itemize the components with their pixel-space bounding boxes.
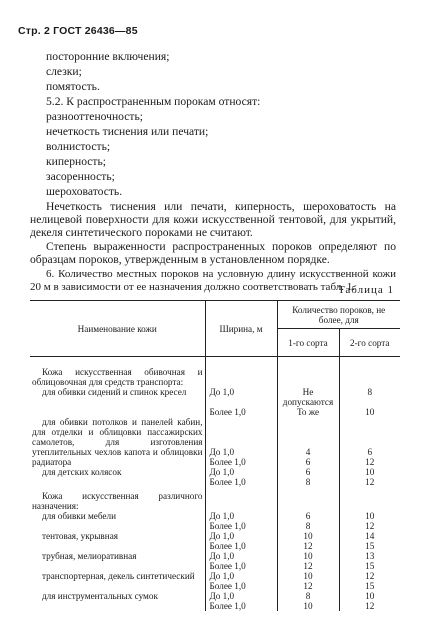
row-grade1: 12 bbox=[277, 561, 339, 571]
defects-table bbox=[30, 300, 400, 611]
row-width: До 1,0 bbox=[205, 511, 277, 521]
row-width: Более 1,0 bbox=[205, 407, 277, 417]
row-grade1: 10 bbox=[277, 601, 339, 611]
text-line: волнистость; bbox=[46, 140, 111, 153]
table-row bbox=[30, 511, 400, 521]
row-grade1: 10 12 bbox=[277, 571, 339, 591]
col-header-name: Наименование кожи bbox=[30, 301, 205, 357]
row-width: Более 1,0 bbox=[205, 561, 277, 571]
row-name bbox=[30, 601, 205, 611]
paragraph: Нечеткость тиснения или печати, киперность, шероховатость на нелицевой поверхности для кожи искусственной тентовой, для укрытий, декеля синтетического пороками не считают. bbox=[30, 200, 396, 239]
row-grade2: 15 bbox=[339, 561, 400, 571]
table-row bbox=[30, 551, 400, 561]
row-name: тентовая, укрывная bbox=[42, 531, 118, 541]
row-grade2 bbox=[339, 367, 400, 387]
row-grade1: То же bbox=[277, 407, 339, 417]
text-line: нечеткость тиснения или печати; bbox=[46, 125, 209, 138]
row-grade2: 12 bbox=[339, 601, 400, 611]
text-line: шероховатость. bbox=[46, 185, 123, 198]
row-grade2: 10 bbox=[339, 511, 400, 521]
table-row bbox=[30, 571, 400, 591]
col-header-count: Количество пороков, не более, для bbox=[277, 301, 400, 329]
row-name: транспортерная, декель синтетический bbox=[42, 571, 195, 581]
row-width: До 1,0 bbox=[205, 387, 277, 407]
row-width bbox=[205, 487, 277, 511]
row-name bbox=[30, 541, 205, 551]
text-line: киперность; bbox=[46, 155, 106, 168]
row-name: для инструментальных сумок bbox=[42, 591, 158, 601]
row-width: До 1,0 bbox=[205, 467, 277, 477]
col-header-width: Ширина, м bbox=[205, 301, 277, 357]
row-grade1: 10 bbox=[277, 551, 339, 561]
text-line: засоренность; bbox=[46, 170, 115, 183]
row-grade1 bbox=[277, 487, 339, 511]
row-grade2: 10 bbox=[339, 591, 400, 601]
row-grade2 bbox=[339, 487, 400, 511]
row-grade1: 12 bbox=[277, 541, 339, 551]
row-name: Кожа искусственная обивочная и облицовочная для средств транспорта: bbox=[32, 367, 203, 387]
row-grade1: 10 bbox=[277, 531, 339, 541]
row-width: До 1,0 bbox=[205, 551, 277, 561]
table-row bbox=[30, 521, 400, 531]
row-name: для обивки сидений и спинок кресел bbox=[42, 387, 187, 397]
row-grade2: 12 bbox=[339, 521, 400, 531]
paragraph: 6. Количество местных пороков на условную длину искусственной кожи 20 м в зависимости от ее назначения должно соответствовать табл. 1. bbox=[30, 268, 396, 293]
row-name: для обивки потолков и панелей кабин, для отделки и облицовки пассажирских самолетов, для изготовления утеплительных чехлов капота и облицовки радиатора bbox=[32, 417, 203, 467]
table-row bbox=[30, 387, 400, 407]
col-header-grade1: 1-го сорта bbox=[277, 329, 339, 357]
table-row bbox=[30, 591, 400, 601]
row-name bbox=[30, 407, 205, 417]
row-width: Более 1,0 bbox=[205, 601, 277, 611]
row-grade1: 8 bbox=[277, 591, 339, 601]
table-row bbox=[30, 487, 400, 511]
page-header: Стр. 2 ГОСТ 26436—85 bbox=[18, 25, 138, 37]
row-grade1 bbox=[277, 367, 339, 387]
row-grade1: 6 bbox=[277, 511, 339, 521]
paragraph: Степень выраженности распространенных пороков определяют по образцам пороков, утвержденным в установленном порядке. bbox=[30, 240, 396, 266]
table-row bbox=[30, 561, 400, 571]
row-grade2: 14 bbox=[339, 531, 400, 541]
table-row bbox=[30, 531, 400, 541]
row-width bbox=[205, 367, 277, 387]
table-row bbox=[30, 541, 400, 551]
row-name bbox=[30, 477, 205, 487]
row-name: для детских колясок bbox=[42, 467, 122, 477]
row-grade2: 8 bbox=[339, 387, 400, 407]
row-name bbox=[30, 561, 205, 571]
text-line: слезки; bbox=[46, 65, 82, 78]
row-width: Более 1,0 bbox=[205, 541, 277, 551]
row-grade2: 10 bbox=[339, 407, 400, 417]
table-row bbox=[30, 601, 400, 611]
row-name: для обивки мебели bbox=[42, 511, 117, 521]
table-row bbox=[30, 467, 400, 477]
row-grade1: 6 bbox=[277, 467, 339, 477]
row-grade2: 10 bbox=[339, 467, 400, 477]
table-row bbox=[30, 367, 400, 387]
row-grade2: 12 bbox=[339, 477, 400, 487]
row-width: До 1,0 Более 1,0 bbox=[205, 571, 277, 591]
row-grade2: 13 bbox=[339, 551, 400, 561]
text-line: посторонние включения; bbox=[46, 50, 170, 63]
col-header-grade2: 2-го сорта bbox=[339, 329, 400, 357]
text-line: разнооттеночность; bbox=[46, 110, 143, 123]
row-width: До 1,0 bbox=[205, 591, 277, 601]
table-row bbox=[30, 477, 400, 487]
row-grade1: Не допускаются bbox=[277, 387, 339, 407]
text-line: помятость. bbox=[46, 80, 100, 93]
row-grade1: 8 bbox=[277, 477, 339, 487]
row-width: До 1,0 bbox=[205, 531, 277, 541]
table-caption: Таблица 1 bbox=[337, 284, 394, 296]
row-grade1: 4 6 bbox=[277, 417, 339, 467]
text-line: 5.2. К распространенным порокам относят: bbox=[46, 95, 261, 108]
row-width: Более 1,0 bbox=[205, 521, 277, 531]
row-grade2: 15 bbox=[339, 541, 400, 551]
row-grade2: 6 12 bbox=[339, 417, 400, 467]
row-width: Более 1,0 bbox=[205, 477, 277, 487]
table-row bbox=[30, 417, 400, 467]
row-grade1: 8 bbox=[277, 521, 339, 531]
row-name bbox=[30, 521, 205, 531]
table-row bbox=[30, 407, 400, 417]
row-name: Кожа искусственная различного назначения: bbox=[32, 491, 203, 511]
row-name: трубная, мелиоративная bbox=[42, 551, 137, 561]
row-grade2: 12 15 bbox=[339, 571, 400, 591]
row-width: До 1,0 Более 1,0 bbox=[205, 417, 277, 467]
